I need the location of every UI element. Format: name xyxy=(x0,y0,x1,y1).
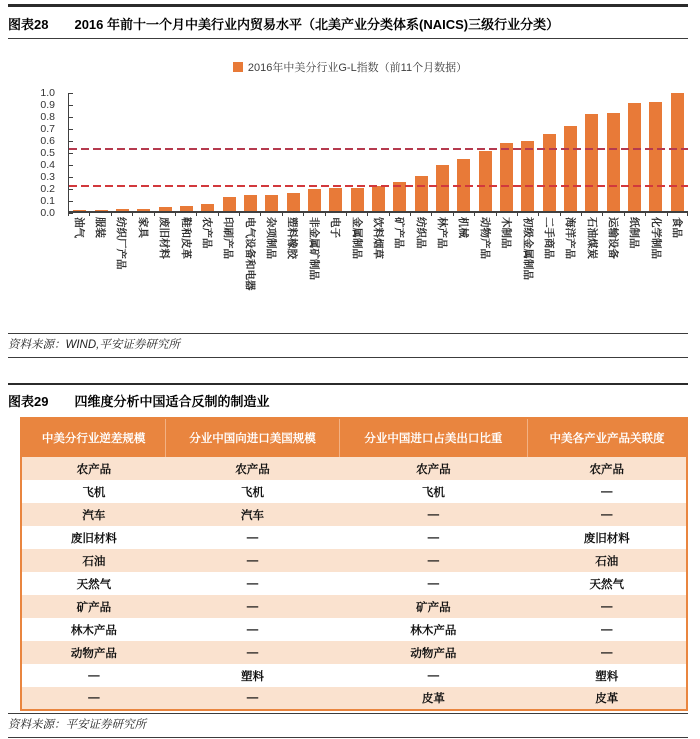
y-axis-tick-label: 0.6 xyxy=(40,135,55,147)
table-cell: 塑料 xyxy=(595,670,619,683)
x-axis-label: 机械 xyxy=(457,217,470,238)
x-axis-label: 服装 xyxy=(94,217,107,238)
table-cell: 农产品 xyxy=(21,457,166,480)
chart-bar xyxy=(351,188,364,211)
chart-bar xyxy=(95,210,108,211)
x-label-slot xyxy=(68,213,89,330)
bar-slot xyxy=(176,93,197,211)
x-axis-label: 印刷产品 xyxy=(222,217,235,259)
chart-bar xyxy=(543,134,556,211)
x-axis-label: 海洋产品 xyxy=(564,217,577,259)
x-label-slot xyxy=(196,213,217,330)
table-cell: — xyxy=(166,549,340,572)
legend-label: 2016年中美分行业G-L指数（前11个月数据） xyxy=(247,62,468,74)
x-label-slot xyxy=(346,213,367,330)
table-cell: 皮革 xyxy=(528,687,687,710)
x-axis-label: 家具 xyxy=(136,217,149,238)
x-label-slot xyxy=(645,213,666,330)
chart-bar xyxy=(479,151,492,211)
bar-slot xyxy=(346,93,367,211)
x-label-slot xyxy=(260,213,281,330)
table-cell: 石油 xyxy=(528,549,687,572)
chart-bar xyxy=(585,114,598,211)
bar-slot xyxy=(496,93,517,211)
figure29-tag: 图表29 xyxy=(8,394,49,409)
table-row xyxy=(21,480,687,503)
table-cell: 飞机 xyxy=(82,486,106,499)
legend-swatch-icon xyxy=(233,62,243,72)
chart-bar xyxy=(244,195,257,211)
table-cell: 农产品 xyxy=(528,457,687,480)
table-header-cell: 分业中国向进口美国规模 xyxy=(166,418,340,457)
table-cell: 天然气 xyxy=(76,578,112,591)
bar-slot xyxy=(411,93,432,211)
table-cell: — xyxy=(246,623,259,636)
table-cell: — xyxy=(427,577,440,590)
x-axis-label: 食品 xyxy=(671,217,684,238)
reference-dashed-line xyxy=(69,185,688,187)
x-label-slot xyxy=(239,213,260,330)
table-row xyxy=(21,687,687,710)
bar-slot xyxy=(453,93,474,211)
figure28-tag: 图表28 xyxy=(8,17,49,32)
x-axis-label: 石油煤炭 xyxy=(585,217,598,259)
table-cell: 动物产品 xyxy=(339,641,527,664)
x-label-slot xyxy=(453,213,474,330)
bar-slot xyxy=(667,93,688,211)
reference-dashed-line xyxy=(69,148,688,150)
table-cell: 石油 xyxy=(21,549,166,572)
table-cell: — xyxy=(528,503,687,526)
x-axis-label: 电气设备和电器 xyxy=(243,217,256,291)
x-axis-label: 塑料橡胶 xyxy=(286,217,299,259)
x-label-slot xyxy=(111,213,132,330)
bars-container xyxy=(69,93,688,211)
table-row xyxy=(21,641,687,664)
table-row xyxy=(21,572,687,595)
table-cell: 飞机 xyxy=(240,486,264,499)
countermeasure-table xyxy=(20,417,688,711)
x-axis-label: 二手商品 xyxy=(542,217,555,259)
table-cell: — xyxy=(246,531,259,544)
table-cell: 矿产品 xyxy=(339,595,527,618)
table-header-cell: 中美各产业产品关联度 xyxy=(528,418,687,457)
bar-slot xyxy=(90,93,111,211)
table-row xyxy=(21,618,687,641)
y-axis-tick-label: 0.3 xyxy=(40,171,55,183)
bar-slot xyxy=(581,93,602,211)
chart-bar xyxy=(564,126,577,211)
x-axis-label: 木制品 xyxy=(500,217,513,249)
bar-slot xyxy=(645,93,666,211)
x-label-slot xyxy=(602,213,623,330)
bar-slot xyxy=(304,93,325,211)
x-label-slot xyxy=(517,213,538,330)
bar-slot xyxy=(389,93,410,211)
chart-bar xyxy=(265,195,278,211)
x-label-slot xyxy=(474,213,495,330)
table-cell: 皮革 xyxy=(339,687,527,710)
x-axis-label: 运输设备 xyxy=(607,217,620,259)
figure28-header xyxy=(0,7,700,38)
chart-bar xyxy=(607,113,620,211)
x-axis-label: 纺织品 xyxy=(414,217,427,249)
x-label-slot xyxy=(389,213,410,330)
x-label-slot xyxy=(581,213,602,330)
x-label-slot xyxy=(325,213,346,330)
x-axis-label: 电子 xyxy=(329,217,342,238)
x-axis-label: 杂项制品 xyxy=(265,217,278,259)
table-cell: — xyxy=(427,531,440,544)
x-axis-label: 化学制品 xyxy=(649,217,662,259)
table-cell: 汽车 xyxy=(21,503,166,526)
bar-slot xyxy=(197,93,218,211)
table-header-row xyxy=(21,418,687,457)
x-axis-label: 饮料烟草 xyxy=(371,217,384,259)
bar-slot xyxy=(603,93,624,211)
bar-slot xyxy=(282,93,303,211)
bar-slot xyxy=(432,93,453,211)
table-cell: 天然气 xyxy=(589,578,624,591)
y-axis-tick-label: 0.8 xyxy=(40,111,55,123)
x-label-slot xyxy=(175,213,196,330)
table-cell: 农产品 xyxy=(339,457,527,480)
chart-bar xyxy=(329,188,342,211)
table-header-cell: 中美分行业逆差规模 xyxy=(21,418,166,457)
x-label-slot xyxy=(218,213,239,330)
x-label-slot xyxy=(538,213,559,330)
section-gap xyxy=(0,358,700,383)
bar-slot xyxy=(539,93,560,211)
x-axis-label: 金属制品 xyxy=(350,217,363,259)
table-cell: 矿产品 xyxy=(21,595,166,618)
y-axis-tick-label: 1.0 xyxy=(40,87,55,99)
x-axis-label: 油气 xyxy=(72,217,85,238)
y-axis-tick-label: 0.2 xyxy=(40,183,55,195)
table-cell: 农产品 xyxy=(166,457,340,480)
y-axis-tick-label: 0.9 xyxy=(40,99,55,111)
x-label-slot xyxy=(154,213,175,330)
bar-slot xyxy=(368,93,389,211)
chart-bar xyxy=(287,193,300,211)
table-cell: 塑料 xyxy=(240,670,264,683)
x-label-slot xyxy=(667,213,688,330)
x-label-slot xyxy=(431,213,452,330)
chart-bar xyxy=(73,210,86,211)
x-label-slot xyxy=(132,213,153,330)
bar-slot xyxy=(133,93,154,211)
figure29-title: 四维度分析中国适合反制的制造业 xyxy=(74,394,270,409)
table-cell: — xyxy=(21,687,166,710)
x-label-slot xyxy=(496,213,517,330)
table-cell: 飞机 xyxy=(421,486,445,499)
table-cell: — xyxy=(339,503,527,526)
bar-slot xyxy=(624,93,645,211)
chart-bar xyxy=(159,207,172,211)
gl-index-bar-chart xyxy=(40,87,688,219)
figure29-source: 资料来源：平安证券研究所 xyxy=(8,719,146,731)
x-axis-labels xyxy=(68,213,688,330)
table-cell: 废旧材料 xyxy=(70,532,117,545)
table-cell: — xyxy=(166,687,340,710)
bar-slot xyxy=(240,93,261,211)
bar-slot xyxy=(517,93,538,211)
table-row xyxy=(21,457,687,480)
chart-legend xyxy=(0,60,700,74)
table-cell: — xyxy=(427,669,440,682)
x-label-slot xyxy=(410,213,431,330)
figure28-header-underline xyxy=(8,38,688,39)
chart-bar xyxy=(308,189,321,211)
x-axis-label: 纸制品 xyxy=(628,217,641,249)
table-cell: 汽车 xyxy=(166,503,340,526)
table-cell: 动物产品 xyxy=(21,641,166,664)
table-cell: 废旧材料 xyxy=(583,532,630,545)
table-cell: — xyxy=(528,595,687,618)
table-row xyxy=(21,526,687,549)
table-body xyxy=(21,457,687,710)
chart-bar xyxy=(671,93,684,211)
chart-bar xyxy=(649,102,662,211)
x-axis-label: 废旧材料 xyxy=(158,217,171,259)
bar-slot xyxy=(69,93,90,211)
table-cell: — xyxy=(88,669,100,682)
chart-bar xyxy=(500,143,513,211)
chart-bar xyxy=(223,197,236,211)
table-cell: — xyxy=(601,623,613,636)
table-cell: — xyxy=(339,549,527,572)
bar-slot xyxy=(112,93,133,211)
x-axis-label: 动物产品 xyxy=(478,217,491,259)
bar-slot xyxy=(560,93,581,211)
x-axis-label: 矿产品 xyxy=(393,217,406,249)
chart-bar xyxy=(137,209,150,211)
table-header-cell: 分业中国进口占美出口比重 xyxy=(339,418,527,457)
figure28-source: 资料来源：WIND,平安证券研究所 xyxy=(8,339,180,351)
x-axis-label: 纺织厂产品 xyxy=(115,217,128,270)
bar-slot xyxy=(261,93,282,211)
bar-slot xyxy=(325,93,346,211)
source29-bottom-rule xyxy=(8,737,688,738)
chart-bar xyxy=(180,206,193,211)
y-axis-tick-label: 0.5 xyxy=(40,147,55,159)
x-label-slot xyxy=(89,213,110,330)
chart-bar xyxy=(201,204,214,211)
y-axis-tick-label: 0.7 xyxy=(40,123,55,135)
y-axis-tick-label: 0.0 xyxy=(40,207,55,219)
x-axis-label: 鞋和皮革 xyxy=(179,217,192,259)
x-label-slot xyxy=(624,213,645,330)
table-cell: — xyxy=(601,485,613,498)
table-row xyxy=(21,503,687,526)
table-cell: — xyxy=(246,577,259,590)
x-axis-label: 农产品 xyxy=(200,217,213,249)
y-axis-tick-label: 0.4 xyxy=(40,159,55,171)
table-cell: 林木产品 xyxy=(410,624,457,637)
table-cell: 林木产品 xyxy=(70,624,117,637)
chart-bar xyxy=(372,186,385,211)
chart-bar xyxy=(436,165,449,211)
figure29-header xyxy=(0,385,700,415)
bar-slot xyxy=(218,93,239,211)
table-cell: — xyxy=(166,641,340,664)
bar-slot xyxy=(475,93,496,211)
table-row xyxy=(21,595,687,618)
chart-bar xyxy=(116,209,129,211)
table-cell: — xyxy=(528,641,687,664)
y-axis-tick-labels xyxy=(29,87,63,219)
x-label-slot xyxy=(367,213,388,330)
x-label-slot xyxy=(303,213,324,330)
chart-bar xyxy=(521,141,534,211)
figure28-title: 2016 年前十一个月中美行业内贸易水平（北美产业分类体系(NAICS)三级行业分类） xyxy=(74,17,560,32)
y-axis-tick-label: 0.1 xyxy=(40,195,55,207)
x-axis-label: 初级金属制品 xyxy=(521,217,534,280)
chart-bar xyxy=(628,103,641,211)
x-axis-label: 林产品 xyxy=(436,217,449,249)
x-axis-label: 非金属矿制品 xyxy=(307,217,320,280)
table-row xyxy=(21,549,687,572)
bar-slot xyxy=(154,93,175,211)
x-label-slot xyxy=(560,213,581,330)
x-label-slot xyxy=(282,213,303,330)
table-row xyxy=(21,664,687,687)
chart-bar xyxy=(415,176,428,211)
table-cell: — xyxy=(166,595,340,618)
